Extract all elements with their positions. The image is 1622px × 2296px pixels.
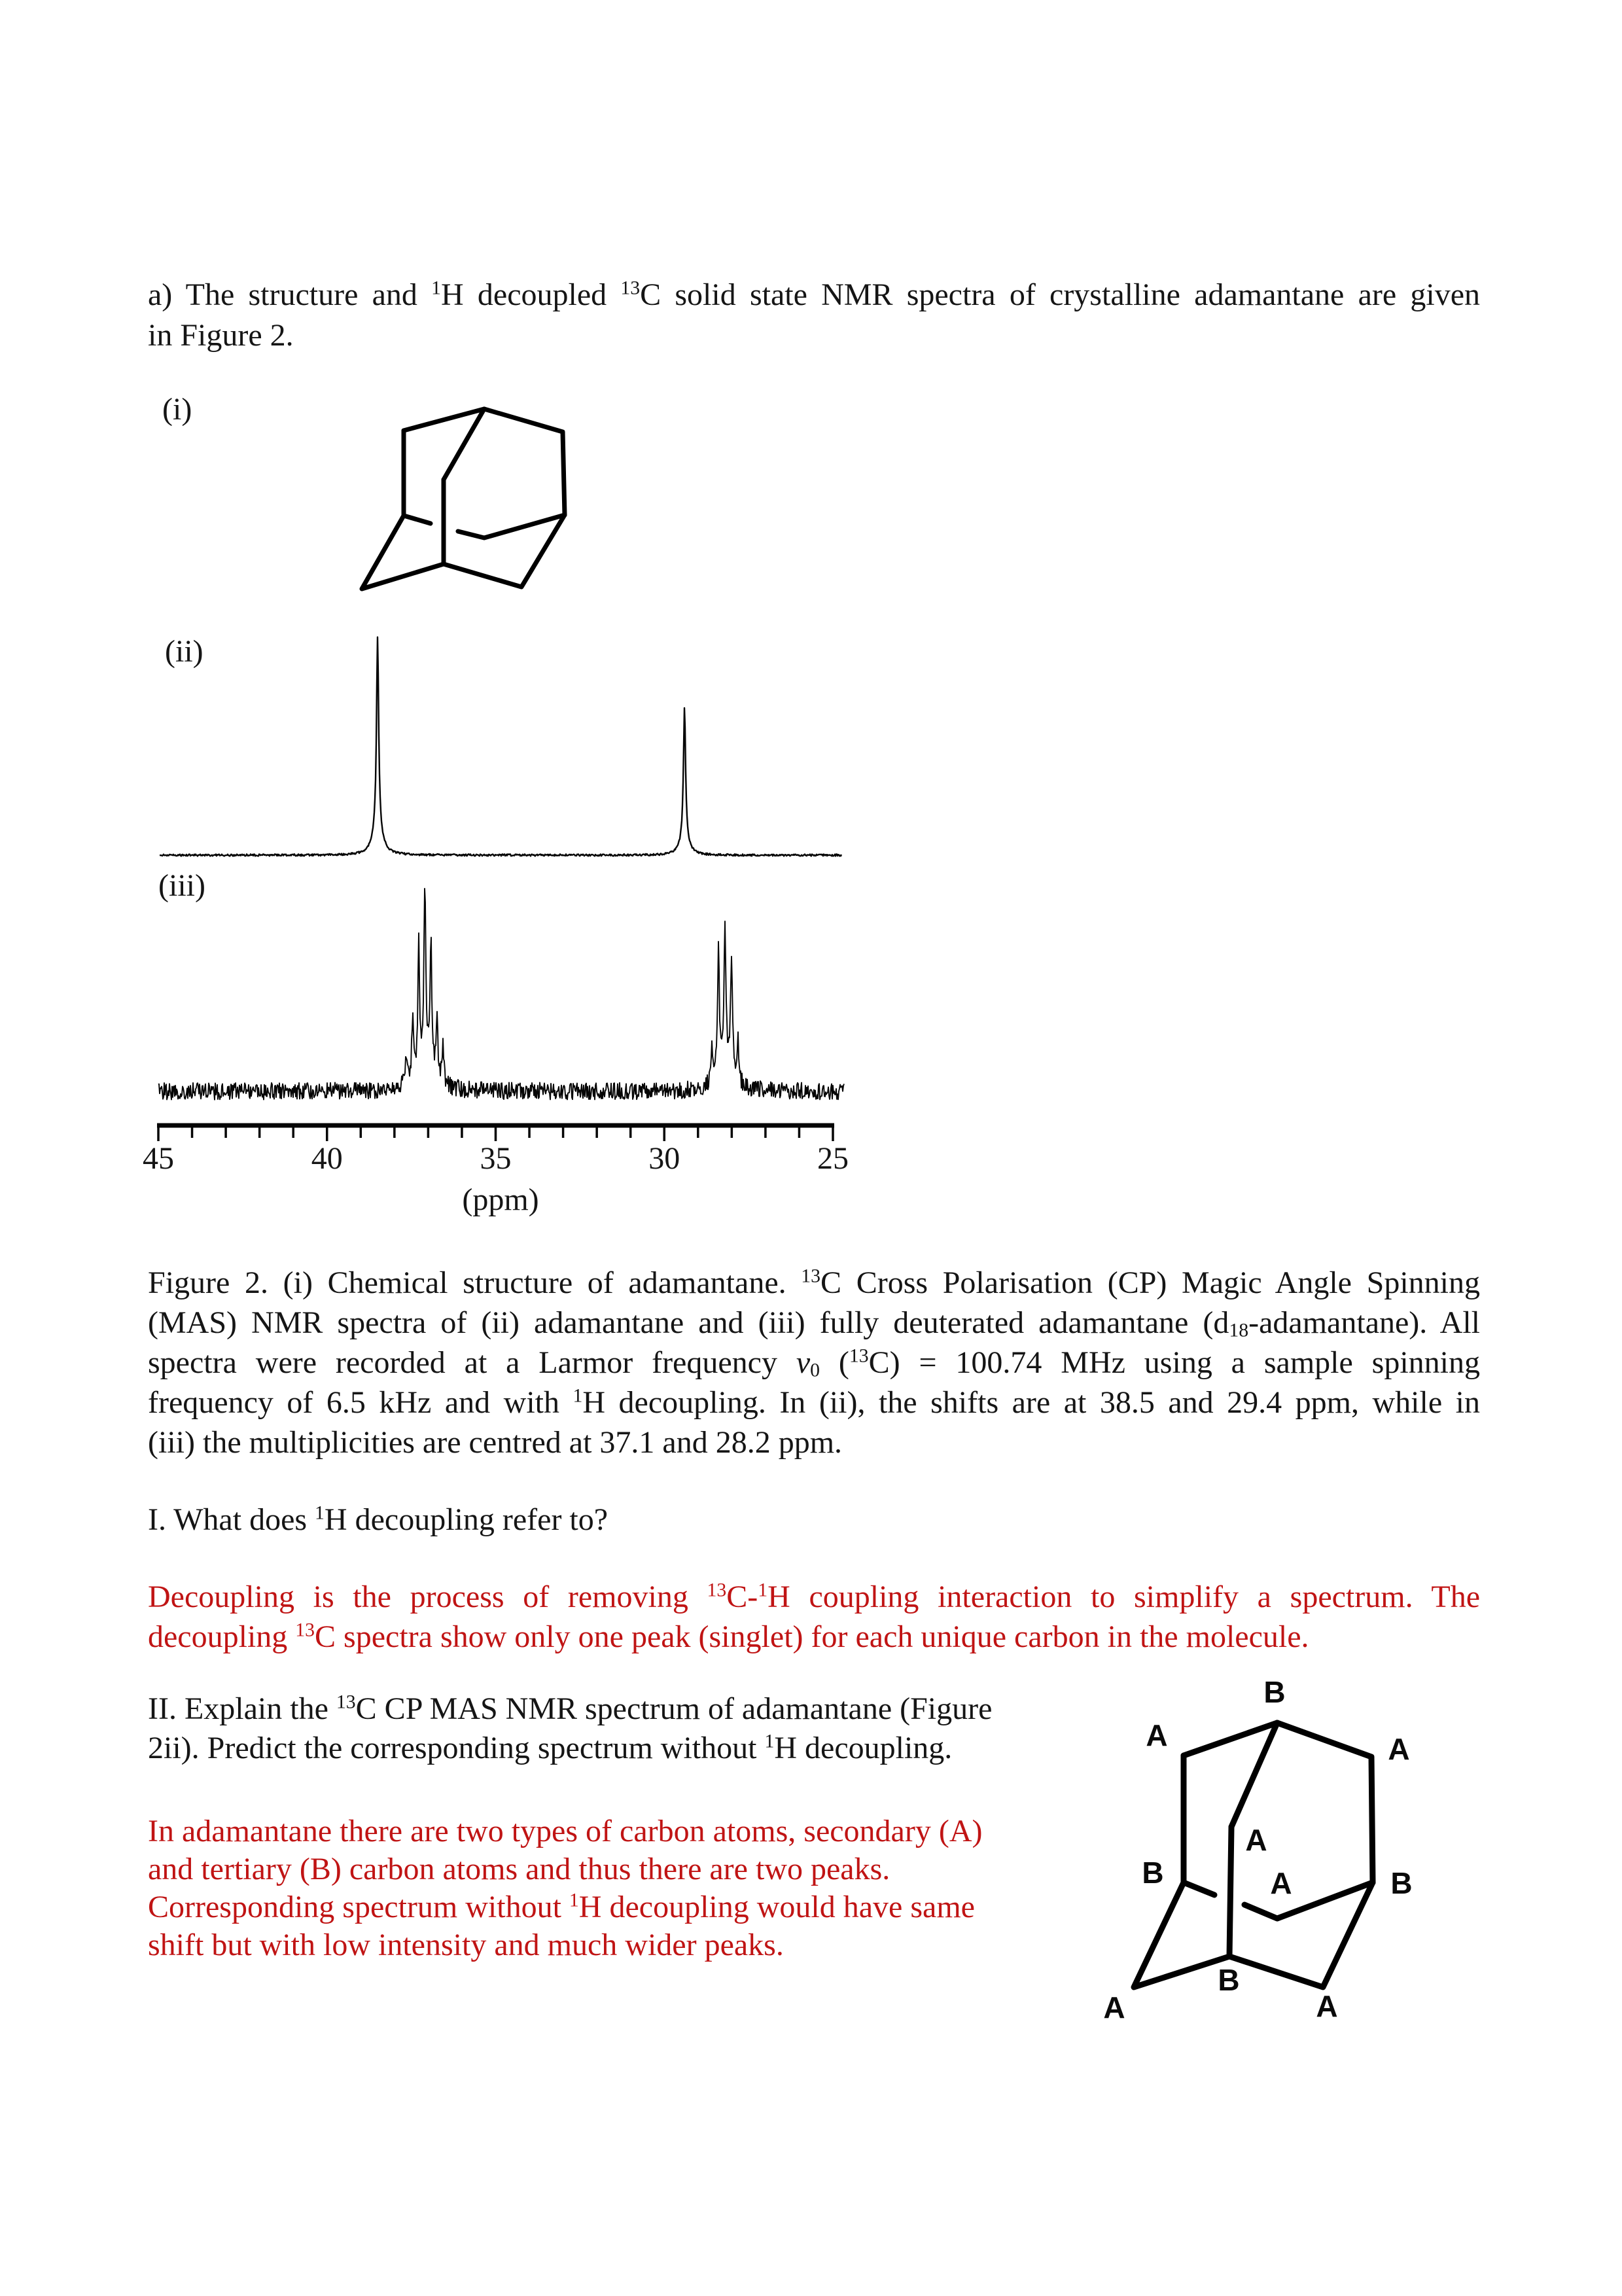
carbon-label-a: A [1245, 1823, 1267, 1857]
figure-part-label-iii: (iii) [158, 868, 205, 903]
text-line: 2ii). Predict the corresponding spectrum without $^1$H decoupling. [148, 1730, 953, 1765]
carbon-label-a: A [1316, 1989, 1338, 2023]
text-line: I. What does $^1$H decoupling refer to? [148, 1502, 608, 1537]
text-line: II. Explain the $^{13}$C CP MAS NMR spectrum of adamantane (Figure [148, 1691, 993, 1726]
nmr-spectrum-deuterated [150, 874, 857, 1110]
text-line: shift but with low intensity and much wider peaks. [148, 1928, 784, 1962]
answer-2 [148, 1812, 982, 1964]
text-line: (iii) the multiplicities are centred at 37.1 and 28.2 ppm. [148, 1425, 843, 1460]
intro-paragraph [148, 275, 1480, 356]
carbon-label-a: A [1103, 1990, 1125, 2024]
text-line: (MAS) NMR spectra of (ii) adamantane and (iii) fully deuterated adamantane $(d_{18}-adamantane)$. All [148, 1305, 1481, 1341]
text-line: Decoupling is the process of removing $^{13}$C-$^1$H coupling interaction to simplify a spectrum. The [148, 1579, 1481, 1614]
text-line: frequency of 6.5 kHz and with $^1$H decoupling. In (ii), the shifts are at 38.5 and 29.4 ppm, while in [148, 1385, 1480, 1420]
labeled-adamantane-structure [1067, 1649, 1472, 2028]
text-line: and tertiary (B) carbon atoms and thus there are two peaks. [148, 1852, 890, 1886]
axis-tick-label: 40 [311, 1141, 343, 1176]
answer-1 [148, 1577, 1480, 1657]
adamantane-skeleton [362, 409, 565, 589]
spectrum-trace [160, 637, 841, 857]
text-line: in Figure 2. [148, 318, 294, 353]
axis-tick-label: 45 [143, 1141, 174, 1176]
figure-part-label-i: (i) [162, 392, 192, 427]
carbon-label-b: B [1142, 1856, 1164, 1890]
carbon-label-a: A [1388, 1732, 1410, 1766]
figure-part-label-ii: (ii) [165, 634, 203, 669]
spectrum-trace [158, 889, 844, 1100]
carbon-label-a: A [1270, 1866, 1292, 1900]
question-2 [148, 1689, 992, 1768]
text-line: spectra were recorded at a Larmor frequency $\nu_0$ ($^{13}$C) = 100.74 MHz using a sample spinning [148, 1345, 1481, 1381]
carbon-label-b: B [1218, 1963, 1240, 1997]
adamantane-structure-drawing [340, 391, 589, 607]
question-1 [148, 1500, 608, 1540]
carbon-label-a: A [1146, 1718, 1168, 1752]
text-line: Figure 2. (i) Chemical structure of adamantane. $^{13}$C Cross Polarisation (CP) Magic Angle Spinning [148, 1265, 1481, 1300]
axis-tick-label: 25 [817, 1141, 849, 1176]
nmr-spectrum-decoupled [150, 622, 857, 865]
text-line: Corresponding spectrum without $^1$H decoupling would have same [148, 1889, 975, 1924]
text-line: a) The structure and $^1$H decoupled $^{13}$C solid state NMR spectra of crystalline adamantane are given [148, 277, 1481, 312]
axis-label-ppm: (ppm) [462, 1182, 539, 1217]
figure-2-caption [148, 1263, 1480, 1462]
carbon-label-b: B [1390, 1866, 1413, 1900]
text-line: In adamantane there are two types of carbon atoms, secondary (A) [148, 1814, 983, 1848]
carbon-label-b: B [1263, 1675, 1286, 1709]
axis-tick-label: 30 [648, 1141, 680, 1176]
axis-tick-label: 35 [480, 1141, 512, 1176]
text-line: decoupling $^{13}$C spectra show only one peak (singlet) for each unique carbon in the molecule. [148, 1619, 1309, 1654]
